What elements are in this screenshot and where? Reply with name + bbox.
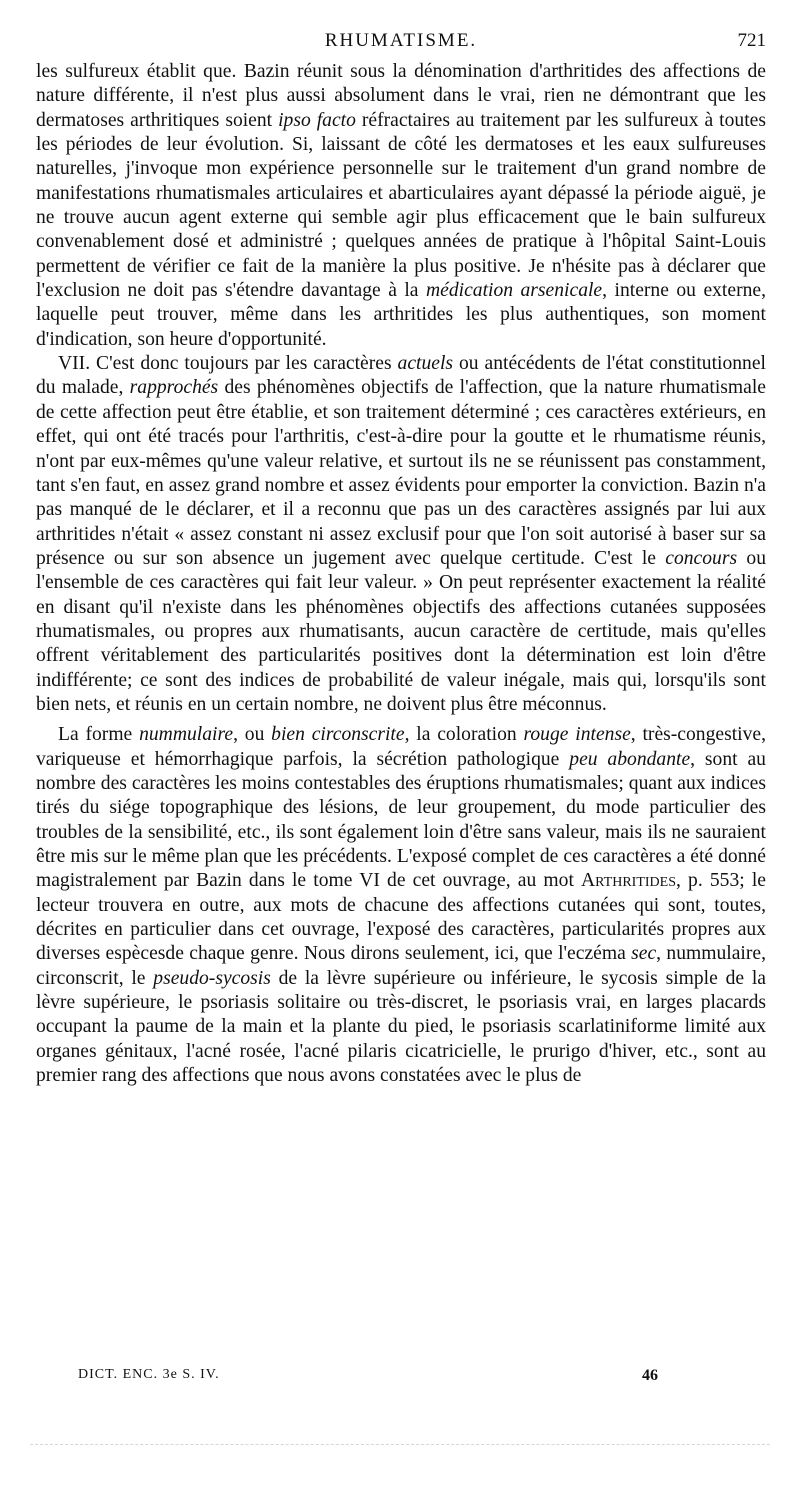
running-title: RHUMATISME. <box>324 30 478 51</box>
text-segment: ou l'ensemble de ces caractères qui fait leur valeur. » On peut représenter exactement la réalité en disant qu'il n'existe dans les phénomènes objectifs des affections cutanées supposées rhumatismales, ou propres aux rhumatisants, aucun caractère de certitude, mais qu'elles offrent véritablement des particularités positives dont la détermination est loin d'être indifférente; ce sont des indices de probabilité de valeur inégale, mais qui, lorsqu'ils sont bien nets, et réunis en un certain nombre, ne doivent plus être méconnus. <box>36 547 767 715</box>
paragraph <box>36 723 766 1088</box>
text-segment: , sont au nombre des caractères les moins contestables des éruptions rhumatismales; quant aux indices tirés du siége topographique des lésions, de leur groupement, du mode particulier des troubles de la sensibilité, etc., ils sont également loin d'être sans valeur, mais ils ne sauraient être mis sur le même plan que les précédents. L'exposé complet de ces caractères a été donné magistralement par Bazin dans le tome VI de cet ouvrage, au mot <box>36 748 766 892</box>
italic-segment: pseudo-sycosis <box>153 967 271 989</box>
text-segment: , p. 553; le lecteur trouvera en outre, aux mots de chacune des affections cutanées qui sont, toutes, décrites en particulier dans cet ouvrage, l'exposé des caractères, particularités propres aux diverses espècesde chaque genre. Nous dirons seulement, ici, que l'eczéma <box>36 870 766 965</box>
text-segment: , très-congestive, variqueuse et hémorrhagique parfois, la sécrétion pathologique <box>36 724 766 770</box>
page-number: 721 <box>737 30 766 51</box>
text-segment: réfractaires au traitement par les sulfureux à toutes les périodes de leur évolution. Si, laissant de côté les dermatoses et les eaux sulfureuses naturelles, j'invoque mon expérience personnelle sur le traitement d'un grand nombre de manifestations rhumatismales articulaires et abarticulaires ayant dépassé la période aiguë, je ne trouve aucun agent externe qui semble agir plus efficacement que le bain sulfureux convenablement dosé et administré ; quelques années de pratique à l'hôpital Saint-Louis permettent de vérifier ce fait de la manière la plus positive. Je n'hésite pas à déclarer que l'exclusion ne doit pas s'étendre davantage à la <box>36 109 766 302</box>
italic-segment: actuels <box>397 353 454 375</box>
text-segment: de la lèvre supérieure ou inférieure, le sycosis simple de la lèvre supérieure, le psoriasis solitaire ou très-discret, le psoriasis vrai, en larges placards occupant la paume de la main et la plante du pied, le psoriasis scarlatiniforme limité aux organes génitaux, l'acné rosée, l'acné pilaris cicatricielle, le prurigo d'hiver, etc., sont au premier rang des affections que nous avons constatées avec le plus de <box>36 967 766 1087</box>
italic-segment: ipso facto <box>278 109 356 131</box>
small-caps-segment: Arthritides <box>581 870 677 892</box>
text-segment: VII. C'est donc toujours par les caractères <box>58 353 398 375</box>
italic-segment: nummulaire <box>139 724 234 746</box>
text-segment: , la coloration <box>404 724 524 746</box>
signature-mark: DICT. ENC. 3e S. IV. <box>78 1367 220 1382</box>
italic-segment: rapprochés <box>129 377 219 399</box>
text-segment: , ou <box>233 724 272 746</box>
italic-segment: bien circonscrite <box>271 724 405 746</box>
text-segment: des phénomènes objectifs de l'affection, que la nature rhumatismale de cette affection peut être établie, et son traitement déterminé ; ces caractères extérieurs, en effet, qui ont été tracés pour l'arthritis, c'est-à-dire pour la goutte et le rhumatisme réunis, n'ont par eux-mêmes qu'une valeur relative, et surtout ils ne se réunissent pas constamment, tant s'en faut, en assez grand nombre et assez évidents pour emporter la conviction. Bazin n'a pas manqué de le déclarer, et il a reconnu que pas un des caractères assignés par lui aux arthritides n'était « assez constant ni assez exclusif pour que l'on soit autorisé à baser sur sa présence ou sur son absence un jugement avec quelque certitude. C'est le <box>36 377 766 569</box>
text-segment: ou antécédents de l'état constitutionnel du malade, <box>36 353 766 399</box>
italic-segment: rouge intense <box>523 724 631 746</box>
bleed-through-line <box>30 1444 770 1451</box>
text-segment: La forme <box>58 724 140 746</box>
text-segment: , interne ou externe, laquelle peut trouver, même dans les arthritides les plus authentiques, son moment d'indication, son heure d'opportunité. <box>36 280 766 350</box>
paragraph <box>36 352 766 717</box>
text-segment: , nummulaire, circonscrit, le <box>36 943 767 989</box>
paragraph <box>36 60 766 352</box>
page-footer <box>36 1367 766 1391</box>
sheet-number: 46 <box>642 1367 658 1384</box>
italic-segment: peu abondante <box>569 748 691 770</box>
italic-segment: sec <box>631 943 657 965</box>
running-header <box>36 30 766 60</box>
italic-segment: concours <box>665 547 738 569</box>
italic-segment: médication arsenicale <box>425 280 603 302</box>
body-text <box>36 60 766 1088</box>
text-segment: les sulfureux établit que. Bazin réunit sous la dénomination d'arthritides des affections de nature différente, il n'est plus aussi absolument dans le vrai, rien ne démontrant que les dermatoses arthritiques soient <box>36 61 766 131</box>
